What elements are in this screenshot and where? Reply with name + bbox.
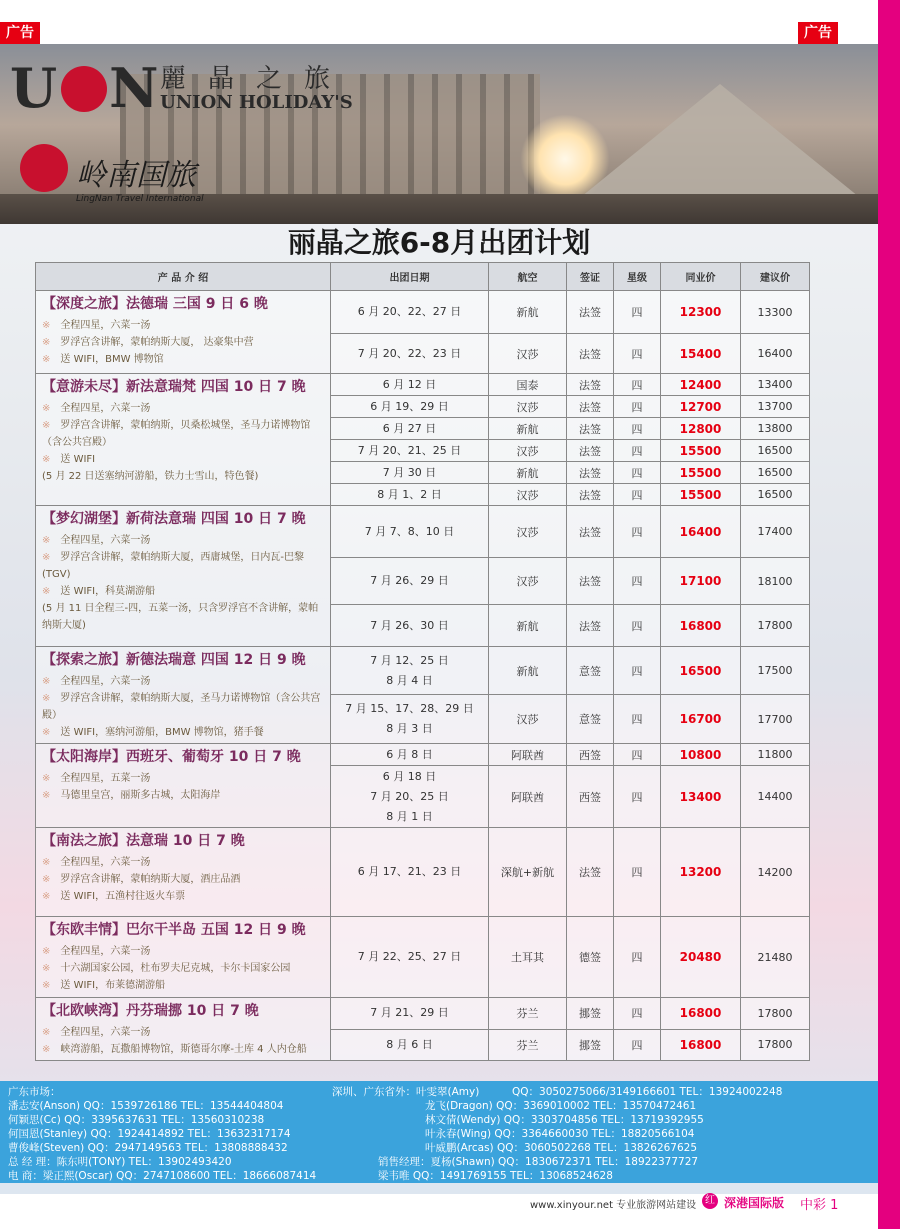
lingnan-logo bbox=[20, 144, 220, 214]
table-row bbox=[36, 998, 810, 1030]
feature-text: 罗浮宫含讲解，蒙帕纳斯大厦，圣马力诺博物馆（含公共宫殿） bbox=[42, 693, 321, 721]
table-row bbox=[36, 744, 810, 766]
table-header-row bbox=[36, 263, 810, 291]
product-description bbox=[36, 828, 331, 917]
logo-circle-icon bbox=[61, 66, 107, 112]
suggest-price-cell: 16500 bbox=[741, 462, 810, 484]
trade-price-cell bbox=[661, 462, 741, 484]
tour-schedule-table bbox=[35, 262, 810, 1061]
trade-price-value: 15500 bbox=[679, 465, 722, 480]
airline-cell: 汉莎 bbox=[489, 334, 567, 374]
bullet-icon: ※ bbox=[42, 980, 51, 991]
product-feature-line bbox=[42, 871, 324, 888]
suggest-price-cell: 16500 bbox=[741, 440, 810, 462]
product-feature-line bbox=[42, 400, 324, 417]
product-feature-line bbox=[42, 690, 324, 724]
bullet-icon: ※ bbox=[42, 963, 51, 974]
trade-price-cell bbox=[661, 744, 741, 766]
suggest-price-cell: 16400 bbox=[741, 334, 810, 374]
star-cell: 四 bbox=[614, 1029, 661, 1061]
product-title: 【梦幻湖堡】新荷法意瑞 四国 10 日 7 晚 bbox=[42, 511, 306, 527]
product-feature-line bbox=[42, 1024, 324, 1041]
bullet-icon: ※ bbox=[42, 727, 51, 738]
suggest-price-cell: 16500 bbox=[741, 484, 810, 506]
trade-price-cell bbox=[661, 334, 741, 374]
feature-text: 全程四星，六菜一汤 bbox=[60, 320, 151, 331]
feature-text: 罗浮宫含讲解，蒙帕纳斯，贝桑松城堡，圣马力诺博物馆（含公共宫殿） bbox=[42, 420, 311, 448]
airline-cell: 新航 bbox=[489, 462, 567, 484]
star-cell: 四 bbox=[614, 374, 661, 396]
visa-cell: 西签 bbox=[567, 744, 614, 766]
bullet-icon: ※ bbox=[42, 403, 51, 414]
product-feature-line bbox=[42, 351, 324, 368]
visa-cell: 法签 bbox=[567, 462, 614, 484]
date-cell: 6 月 18 日 7 月 20、25 日 8 月 1 日 bbox=[331, 766, 489, 828]
lingnan-mark-icon bbox=[20, 144, 68, 192]
edition-label: 深港国际版 bbox=[724, 1196, 785, 1210]
feature-text: 罗浮宫含讲解，蒙帕纳斯大厦，西庸城堡，日内瓦-巴黎(TGV) bbox=[42, 552, 304, 580]
bullet-icon: ※ bbox=[42, 586, 51, 597]
table-row bbox=[36, 374, 810, 396]
airline-cell: 汉莎 bbox=[489, 506, 567, 558]
gm-contact: 总 经 理：陈东明(TONY) TEL：13902493420 bbox=[8, 1156, 232, 1168]
trade-price-cell bbox=[661, 418, 741, 440]
suggest-price-cell: 17800 bbox=[741, 605, 810, 647]
star-cell: 四 bbox=[614, 766, 661, 828]
feature-text: 送 WIFI，布莱德湖游船 bbox=[60, 980, 166, 991]
star-cell: 四 bbox=[614, 695, 661, 744]
product-feature-line bbox=[42, 549, 324, 583]
visa-cell: 法签 bbox=[567, 418, 614, 440]
trade-price-cell bbox=[661, 998, 741, 1030]
page-footer bbox=[0, 1190, 878, 1220]
suggest-price-cell: 21480 bbox=[741, 917, 810, 998]
suggest-price-cell: 17500 bbox=[741, 647, 810, 695]
suggest-price-cell: 14400 bbox=[741, 766, 810, 828]
date-cell: 7 月 7、8、10 日 bbox=[331, 506, 489, 558]
product-title: 【意游未尽】新法意瑞梵 四国 10 日 7 晚 bbox=[42, 379, 306, 395]
airline-cell: 汉莎 bbox=[489, 695, 567, 744]
feature-text: 全程四星，五菜一汤 bbox=[60, 773, 151, 784]
trade-price-value: 15400 bbox=[679, 346, 722, 361]
visa-cell: 法签 bbox=[567, 291, 614, 334]
col-header-visa: 签证 bbox=[567, 263, 614, 291]
visa-cell: 德签 bbox=[567, 917, 614, 998]
airline-cell: 芬兰 bbox=[489, 998, 567, 1030]
page-title: 丽晶之旅6-8月出团计划 bbox=[287, 226, 591, 259]
trade-price-cell bbox=[661, 1029, 741, 1061]
sales-contact: 销售经理：夏杨(Shawn) QQ：1830672371 TEL：18922377727 bbox=[378, 1156, 699, 1168]
airline-cell: 汉莎 bbox=[489, 440, 567, 462]
visa-cell: 法签 bbox=[567, 440, 614, 462]
trade-price-value: 13200 bbox=[679, 865, 722, 879]
star-cell: 四 bbox=[614, 917, 661, 998]
trade-price-cell bbox=[661, 374, 741, 396]
product-title: 【深度之旅】法德瑞 三国 9 日 6 晚 bbox=[42, 296, 268, 312]
star-cell: 四 bbox=[614, 396, 661, 418]
trade-price-cell bbox=[661, 506, 741, 558]
product-feature-line bbox=[42, 334, 324, 351]
airline-cell: 新航 bbox=[489, 291, 567, 334]
side-color-bar bbox=[878, 0, 900, 1229]
ad-label-right: 广告 bbox=[798, 22, 838, 44]
trade-price-value: 10800 bbox=[679, 747, 722, 762]
visa-cell: 法签 bbox=[567, 374, 614, 396]
visa-cell: 意签 bbox=[567, 647, 614, 695]
product-description bbox=[36, 998, 331, 1061]
airline-cell: 新航 bbox=[489, 605, 567, 647]
brand-name-en: UNION HOLIDAY'S bbox=[160, 92, 353, 113]
uon-logo: U N bbox=[10, 56, 161, 120]
date-cell: 8 月 6 日 bbox=[331, 1029, 489, 1061]
table-row bbox=[36, 291, 810, 334]
bullet-icon: ※ bbox=[42, 693, 51, 704]
edition-badge-icon: 红 bbox=[702, 1193, 718, 1209]
product-note: (5 月 11 日全程三-四，五菜一汤，只含罗浮宫不含讲解，蒙帕纳斯大厦) bbox=[42, 603, 319, 631]
airline-cell: 阿联酋 bbox=[489, 766, 567, 828]
out-first-contact: QQ：3050275066/3149166601 TEL：13924002248 bbox=[512, 1086, 783, 1098]
product-feature-line bbox=[42, 417, 324, 451]
feature-text: 马德里皇宫，丽斯多古城，太阳海岸 bbox=[60, 790, 221, 801]
date-cell: 6 月 20、22、27 日 bbox=[331, 291, 489, 334]
airline-cell: 汉莎 bbox=[489, 558, 567, 605]
trade-price-value: 13400 bbox=[679, 789, 722, 804]
feature-text: 罗浮宫含讲解，蒙帕纳斯大厦，酒庄品酒 bbox=[60, 874, 241, 885]
suggest-price-cell: 17700 bbox=[741, 695, 810, 744]
contact-line: 何国恩(Stanley) QQ：1924414892 TEL：13632317174 bbox=[8, 1128, 291, 1140]
suggest-price-cell: 13400 bbox=[741, 374, 810, 396]
product-description bbox=[36, 647, 331, 744]
product-feature-line bbox=[42, 673, 324, 690]
contact-line: 叶永春(Wing) QQ：3364660030 TEL：18820566104 bbox=[425, 1128, 695, 1140]
date-cell: 7 月 12、25 日 8 月 4 日 bbox=[331, 647, 489, 695]
product-feature-line bbox=[42, 583, 324, 600]
trade-price-cell bbox=[661, 396, 741, 418]
brand-name-cn: 麗晶之旅 bbox=[160, 64, 353, 94]
trade-price-value: 12800 bbox=[679, 421, 722, 436]
star-cell: 四 bbox=[614, 440, 661, 462]
product-title: 【南法之旅】法意瑞 10 日 7 晚 bbox=[42, 833, 245, 849]
trade-price-value: 17100 bbox=[679, 574, 722, 588]
bullet-icon: ※ bbox=[42, 454, 51, 465]
product-title: 【探索之旅】新德法瑞意 四国 12 日 9 晚 bbox=[42, 652, 306, 668]
visa-cell: 法签 bbox=[567, 396, 614, 418]
airline-cell: 芬兰 bbox=[489, 1029, 567, 1061]
bullet-icon: ※ bbox=[42, 1044, 51, 1055]
trade-price-cell bbox=[661, 828, 741, 917]
feature-text: 送 WIFI，BMW 博物馆 bbox=[60, 354, 164, 365]
out-market-label: 深圳、广东省外：叶雯翠(Amy) bbox=[332, 1086, 480, 1098]
trade-price-value: 16800 bbox=[679, 1006, 722, 1021]
contact-line: 曹俊峰(Steven) QQ：2947149563 TEL：13808888432 bbox=[8, 1142, 288, 1154]
trade-price-value: 12700 bbox=[679, 399, 722, 414]
trade-price-value: 15500 bbox=[679, 487, 722, 502]
product-feature-line bbox=[42, 977, 324, 994]
contact-line: 叶威鹏(Arcas) QQ：3060502268 TEL：13826267625 bbox=[425, 1142, 698, 1154]
star-cell: 四 bbox=[614, 506, 661, 558]
star-cell: 四 bbox=[614, 998, 661, 1030]
date-cell: 7 月 21、29 日 bbox=[331, 998, 489, 1030]
bullet-icon: ※ bbox=[42, 320, 51, 331]
feature-text: 罗浮宫含讲解，蒙帕纳斯大厦， 达豪集中营 bbox=[60, 337, 254, 348]
bullet-icon: ※ bbox=[42, 790, 51, 801]
trade-price-cell bbox=[661, 695, 741, 744]
col-header-airline: 航空 bbox=[489, 263, 567, 291]
product-feature-line bbox=[42, 451, 324, 468]
suggest-price-cell: 18100 bbox=[741, 558, 810, 605]
airline-cell: 汉莎 bbox=[489, 484, 567, 506]
visa-cell: 法签 bbox=[567, 558, 614, 605]
trade-price-value: 15500 bbox=[679, 443, 722, 458]
product-feature-line bbox=[42, 532, 324, 549]
col-header-date: 出团日期 bbox=[331, 263, 489, 291]
trade-price-value: 16700 bbox=[679, 712, 722, 726]
star-cell: 四 bbox=[614, 334, 661, 374]
product-feature-line bbox=[42, 943, 324, 960]
date-cell: 7 月 15、17、28、29 日 8 月 3 日 bbox=[331, 695, 489, 744]
airline-cell: 阿联酋 bbox=[489, 744, 567, 766]
contact-footer bbox=[0, 1081, 878, 1183]
bullet-icon: ※ bbox=[42, 676, 51, 687]
trade-price-cell bbox=[661, 291, 741, 334]
product-title: 【北欧峡湾】丹芬瑞挪 10 日 7 晚 bbox=[42, 1003, 259, 1019]
date-cell: 6 月 8 日 bbox=[331, 744, 489, 766]
feature-text: 十六湖国家公园，杜布罗夫尼克城，卡尔卡国家公园 bbox=[60, 963, 291, 974]
product-feature-line bbox=[42, 1041, 324, 1058]
bullet-icon: ※ bbox=[42, 946, 51, 957]
visa-cell: 法签 bbox=[567, 484, 614, 506]
contact-line: 何颖思(Cc) QQ：3395637631 TEL：13560310238 bbox=[8, 1114, 265, 1126]
feature-text: 送 WIFI bbox=[60, 454, 96, 465]
product-feature-line bbox=[42, 770, 324, 787]
visa-cell: 法签 bbox=[567, 605, 614, 647]
bullet-icon: ※ bbox=[42, 1027, 51, 1038]
table-row bbox=[36, 647, 810, 695]
date-cell: 8 月 1、2 日 bbox=[331, 484, 489, 506]
col-header-trade-price: 同业价 bbox=[661, 263, 741, 291]
feature-text: 送 WIFI，科莫湖游船 bbox=[60, 586, 156, 597]
contact-line: 潘志安(Anson) QQ：1539726186 TEL：13544404804 bbox=[8, 1100, 284, 1112]
date-cell: 7 月 30 日 bbox=[331, 462, 489, 484]
visa-cell: 西签 bbox=[567, 766, 614, 828]
bullet-icon: ※ bbox=[42, 354, 51, 365]
visa-cell: 意签 bbox=[567, 695, 614, 744]
feature-text: 全程四星，六菜一汤 bbox=[60, 946, 151, 957]
suggest-price-cell: 13800 bbox=[741, 418, 810, 440]
feature-text: 全程四星，六菜一汤 bbox=[60, 1027, 151, 1038]
contact-line: 林文倩(Wendy) QQ：3303704856 TEL：13719392955 bbox=[425, 1114, 704, 1126]
star-cell: 四 bbox=[614, 291, 661, 334]
visa-cell: 法签 bbox=[567, 334, 614, 374]
airline-cell: 土耳其 bbox=[489, 917, 567, 998]
bullet-icon: ※ bbox=[42, 535, 51, 546]
suggest-price-cell: 14200 bbox=[741, 828, 810, 917]
date-cell: 7 月 20、22、23 日 bbox=[331, 334, 489, 374]
table-row bbox=[36, 917, 810, 998]
trade-price-cell bbox=[661, 484, 741, 506]
product-title: 【东欧丰情】巴尔干半岛 五国 12 日 9 晚 bbox=[42, 922, 306, 938]
visa-cell: 挪签 bbox=[567, 1029, 614, 1061]
date-cell: 6 月 19、29 日 bbox=[331, 396, 489, 418]
feature-text: 全程四星，六菜一汤 bbox=[60, 403, 151, 414]
product-note: (5 月 22 日送塞纳河游船，铁力士雪山，特色餐) bbox=[42, 471, 259, 482]
page-number: 中彩 1 bbox=[800, 1198, 839, 1213]
bullet-icon: ※ bbox=[42, 773, 51, 784]
table-row bbox=[36, 506, 810, 558]
airline-cell: 新航 bbox=[489, 647, 567, 695]
feature-text: 全程四星，六菜一汤 bbox=[60, 857, 151, 868]
bullet-icon: ※ bbox=[42, 337, 51, 348]
date-cell: 6 月 27 日 bbox=[331, 418, 489, 440]
bullet-icon: ※ bbox=[42, 857, 51, 868]
trade-price-cell bbox=[661, 766, 741, 828]
product-feature-line bbox=[42, 317, 324, 334]
trade-price-cell bbox=[661, 917, 741, 998]
header-banner bbox=[0, 44, 878, 224]
feature-text: 送 WIFI，塞纳河游船，BMW 博物馆，猪手餐 bbox=[60, 727, 264, 738]
bullet-icon: ※ bbox=[42, 874, 51, 885]
date-cell: 7 月 26、30 日 bbox=[331, 605, 489, 647]
trade-price-cell bbox=[661, 558, 741, 605]
feature-text: 峡湾游船，瓦撒船博物馆，斯德哥尔摩-土库 4 人内仓船 bbox=[60, 1044, 307, 1055]
product-feature-line bbox=[42, 854, 324, 871]
trade-price-cell bbox=[661, 605, 741, 647]
trade-price-value: 12400 bbox=[679, 377, 722, 392]
star-cell: 四 bbox=[614, 558, 661, 605]
bullet-icon: ※ bbox=[42, 891, 51, 902]
trade-price-cell bbox=[661, 440, 741, 462]
visa-cell: 法签 bbox=[567, 506, 614, 558]
product-title: 【太阳海岸】西班牙、葡萄牙 10 日 7 晚 bbox=[42, 749, 301, 765]
col-header-star: 星级 bbox=[614, 263, 661, 291]
star-cell: 四 bbox=[614, 744, 661, 766]
airline-cell: 汉莎 bbox=[489, 396, 567, 418]
product-feature-line bbox=[42, 888, 324, 905]
ad-label-left: 广告 bbox=[0, 22, 40, 44]
trade-price-value: 20480 bbox=[679, 950, 722, 964]
product-description bbox=[36, 744, 331, 828]
airline-cell: 国泰 bbox=[489, 374, 567, 396]
airline-cell: 深航+新航 bbox=[489, 828, 567, 917]
trade-price-value: 16400 bbox=[679, 524, 722, 539]
date-cell: 6 月 17、21、23 日 bbox=[331, 828, 489, 917]
suggest-price-cell: 17400 bbox=[741, 506, 810, 558]
ecom-contact-2: 梁韦唯 QQ：1491769155 TEL：13068524628 bbox=[378, 1170, 613, 1182]
date-cell: 7 月 26、29 日 bbox=[331, 558, 489, 605]
airline-cell: 新航 bbox=[489, 418, 567, 440]
star-cell: 四 bbox=[614, 462, 661, 484]
trade-price-value: 12300 bbox=[679, 305, 722, 319]
lingnan-name-en: LingNan Travel International bbox=[76, 194, 204, 204]
lingnan-name-cn: 岭南国旅 bbox=[76, 158, 196, 193]
trade-price-value: 16500 bbox=[679, 663, 722, 678]
table-row bbox=[36, 828, 810, 917]
visa-cell: 挪签 bbox=[567, 998, 614, 1030]
gd-market-label: 广东市场： bbox=[8, 1086, 61, 1098]
product-description bbox=[36, 917, 331, 998]
trade-price-cell bbox=[661, 647, 741, 695]
visa-cell: 法签 bbox=[567, 828, 614, 917]
ecom-contact: 电 商：梁正熙(Oscar) QQ：2747108600 TEL：18666087414 bbox=[8, 1170, 317, 1182]
product-feature-line bbox=[42, 960, 324, 977]
product-description bbox=[36, 291, 331, 374]
feature-text: 全程四星，六菜一汤 bbox=[60, 676, 151, 687]
suggest-price-cell: 17800 bbox=[741, 998, 810, 1030]
bullet-icon: ※ bbox=[42, 552, 51, 563]
product-feature-line bbox=[42, 724, 324, 741]
col-header-suggest-price: 建议价 bbox=[741, 263, 810, 291]
date-cell: 6 月 12 日 bbox=[331, 374, 489, 396]
product-description bbox=[36, 374, 331, 506]
trade-price-value: 16800 bbox=[679, 618, 722, 633]
trade-price-value: 16800 bbox=[679, 1037, 722, 1052]
col-header-product: 产 品 介 绍 bbox=[36, 263, 331, 291]
product-feature-line bbox=[42, 787, 324, 804]
suggest-price-cell: 11800 bbox=[741, 744, 810, 766]
suggest-price-cell: 13300 bbox=[741, 291, 810, 334]
star-cell: 四 bbox=[614, 828, 661, 917]
suggest-price-cell: 13700 bbox=[741, 396, 810, 418]
date-cell: 7 月 20、21、25 日 bbox=[331, 440, 489, 462]
site-url: www.xinyour.net 专业旅游网站建设 bbox=[530, 1200, 697, 1211]
star-cell: 四 bbox=[614, 647, 661, 695]
star-cell: 四 bbox=[614, 605, 661, 647]
star-cell: 四 bbox=[614, 418, 661, 440]
bullet-icon: ※ bbox=[42, 420, 51, 431]
suggest-price-cell: 17800 bbox=[741, 1029, 810, 1061]
star-cell: 四 bbox=[614, 484, 661, 506]
contact-line: 龙飞(Dragon) QQ：3369010002 TEL：13570472461 bbox=[425, 1100, 697, 1112]
feature-text: 送 WIFI，五渔村往返火车票 bbox=[60, 891, 186, 902]
feature-text: 全程四星，六菜一汤 bbox=[60, 535, 151, 546]
date-cell: 7 月 22、25、27 日 bbox=[331, 917, 489, 998]
product-description bbox=[36, 506, 331, 647]
